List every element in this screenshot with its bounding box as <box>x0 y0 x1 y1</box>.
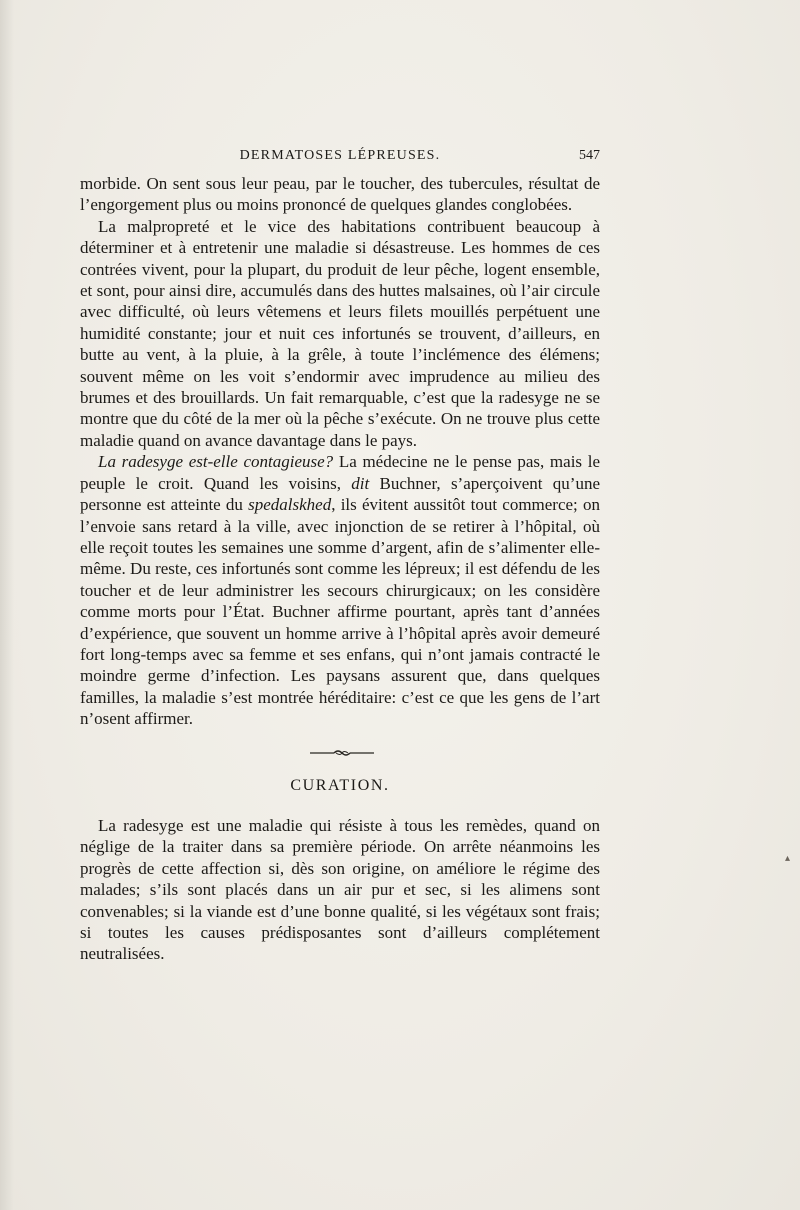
italic-question: La radesyge est-elle contagieuse? <box>98 452 334 472</box>
running-head <box>80 148 600 168</box>
paragraph-continued: morbide. On sent sous leur peau, par le toucher, des tubercules, résultat de l’engorgement plus ou moins prononcé de quelques glandes conglobées. <box>80 174 600 215</box>
paper-speck: ▴ <box>785 853 791 864</box>
spine-shadow <box>0 0 14 1210</box>
section-heading: CURATION. <box>290 777 390 794</box>
running-title: DERMATOSES LÉPREUSES. <box>239 148 441 163</box>
paragraph-contagion <box>80 451 600 729</box>
text-segment: Buchner, s’aperçoivent qu’une personne est atteinte du <box>80 473 600 515</box>
paragraph-habitations: La malpropreté et le vice des habitations contribuent beaucoup à déterminer et à entretenir une maladie si désastreuse. Les hommes de ces contrées vivent, pour la plupart, du produit de leur pêche, logent ensemble, et sont, pour ainsi dire, accumulés dans des huttes malsaines, où l’air circule avec difficulté, où leurs vêtemens et leurs filets mouillés perpétuent une humidité constante; jour et nuit ces infortunés se trouvent, d’ailleurs, en butte au vent, à la pluie, à la grêle, à toute l’inclémence des élémens; souvent même on les voit s’endormir avec imprudence au milieu des brumes et des brouillards. Un fait remarquable, c’est que la radesyge ne se montre que du côté de la mer où la pêche s’exécute. On ne trouve plus cette maladie quand on avance davantage dans le pays. <box>80 216 600 450</box>
italic-dit: dit <box>351 473 370 493</box>
italic-term: spedalskhed <box>248 495 332 515</box>
body-text-top <box>80 173 600 730</box>
text-segment: , ils évitent aussitôt tout commerce; on l’envoie sans retard à la ville, avec injonction de se retirer à l’hôpital, où elle reçoit toutes les semaines une somme d’argent, afin de s’alimenter elle-même. Du reste, ces infortunés sont comme les lépreux; il est défendu de les toucher et de leur administrer les secours chirurgicaux; on les considère comme morts pour l’État. Buchner affirme pourtant, après tant d’années d’expérience, que souvent un homme arrive à l’hôpital après avoir demeuré fort long-temps avec sa femme et ses enfans, qui n’ont jamais contracté le moindre germe d’infection. Les paysans assurent que, dans quelques familles, la maladie s’est montrée héréditaire: c’est ce que les gens de l’art n’osent affirmer. <box>80 495 600 729</box>
section-divider-ornament <box>310 748 374 758</box>
page-number: 547 <box>579 148 600 163</box>
text-segment: La médecine ne le pense pas, mais le peuple le croit. Quand les voisins, <box>80 452 600 493</box>
paragraph-curation: La radesyge est une maladie qui résiste à tous les remèdes, quand on néglige de la traiter dans sa première période. On arrête néanmoins les progrès de cette affection si, dès son origine, on améliore le régime des malades; s’ils sont placés dans un air pur et sec, si les alimens sont convenables; si la viande est d’une bonne qualité, si les végétaux sont frais; si toutes les causes prédisposantes sont d’ailleurs complétement neutralisées. <box>80 816 600 964</box>
body-text-curation <box>80 815 600 965</box>
